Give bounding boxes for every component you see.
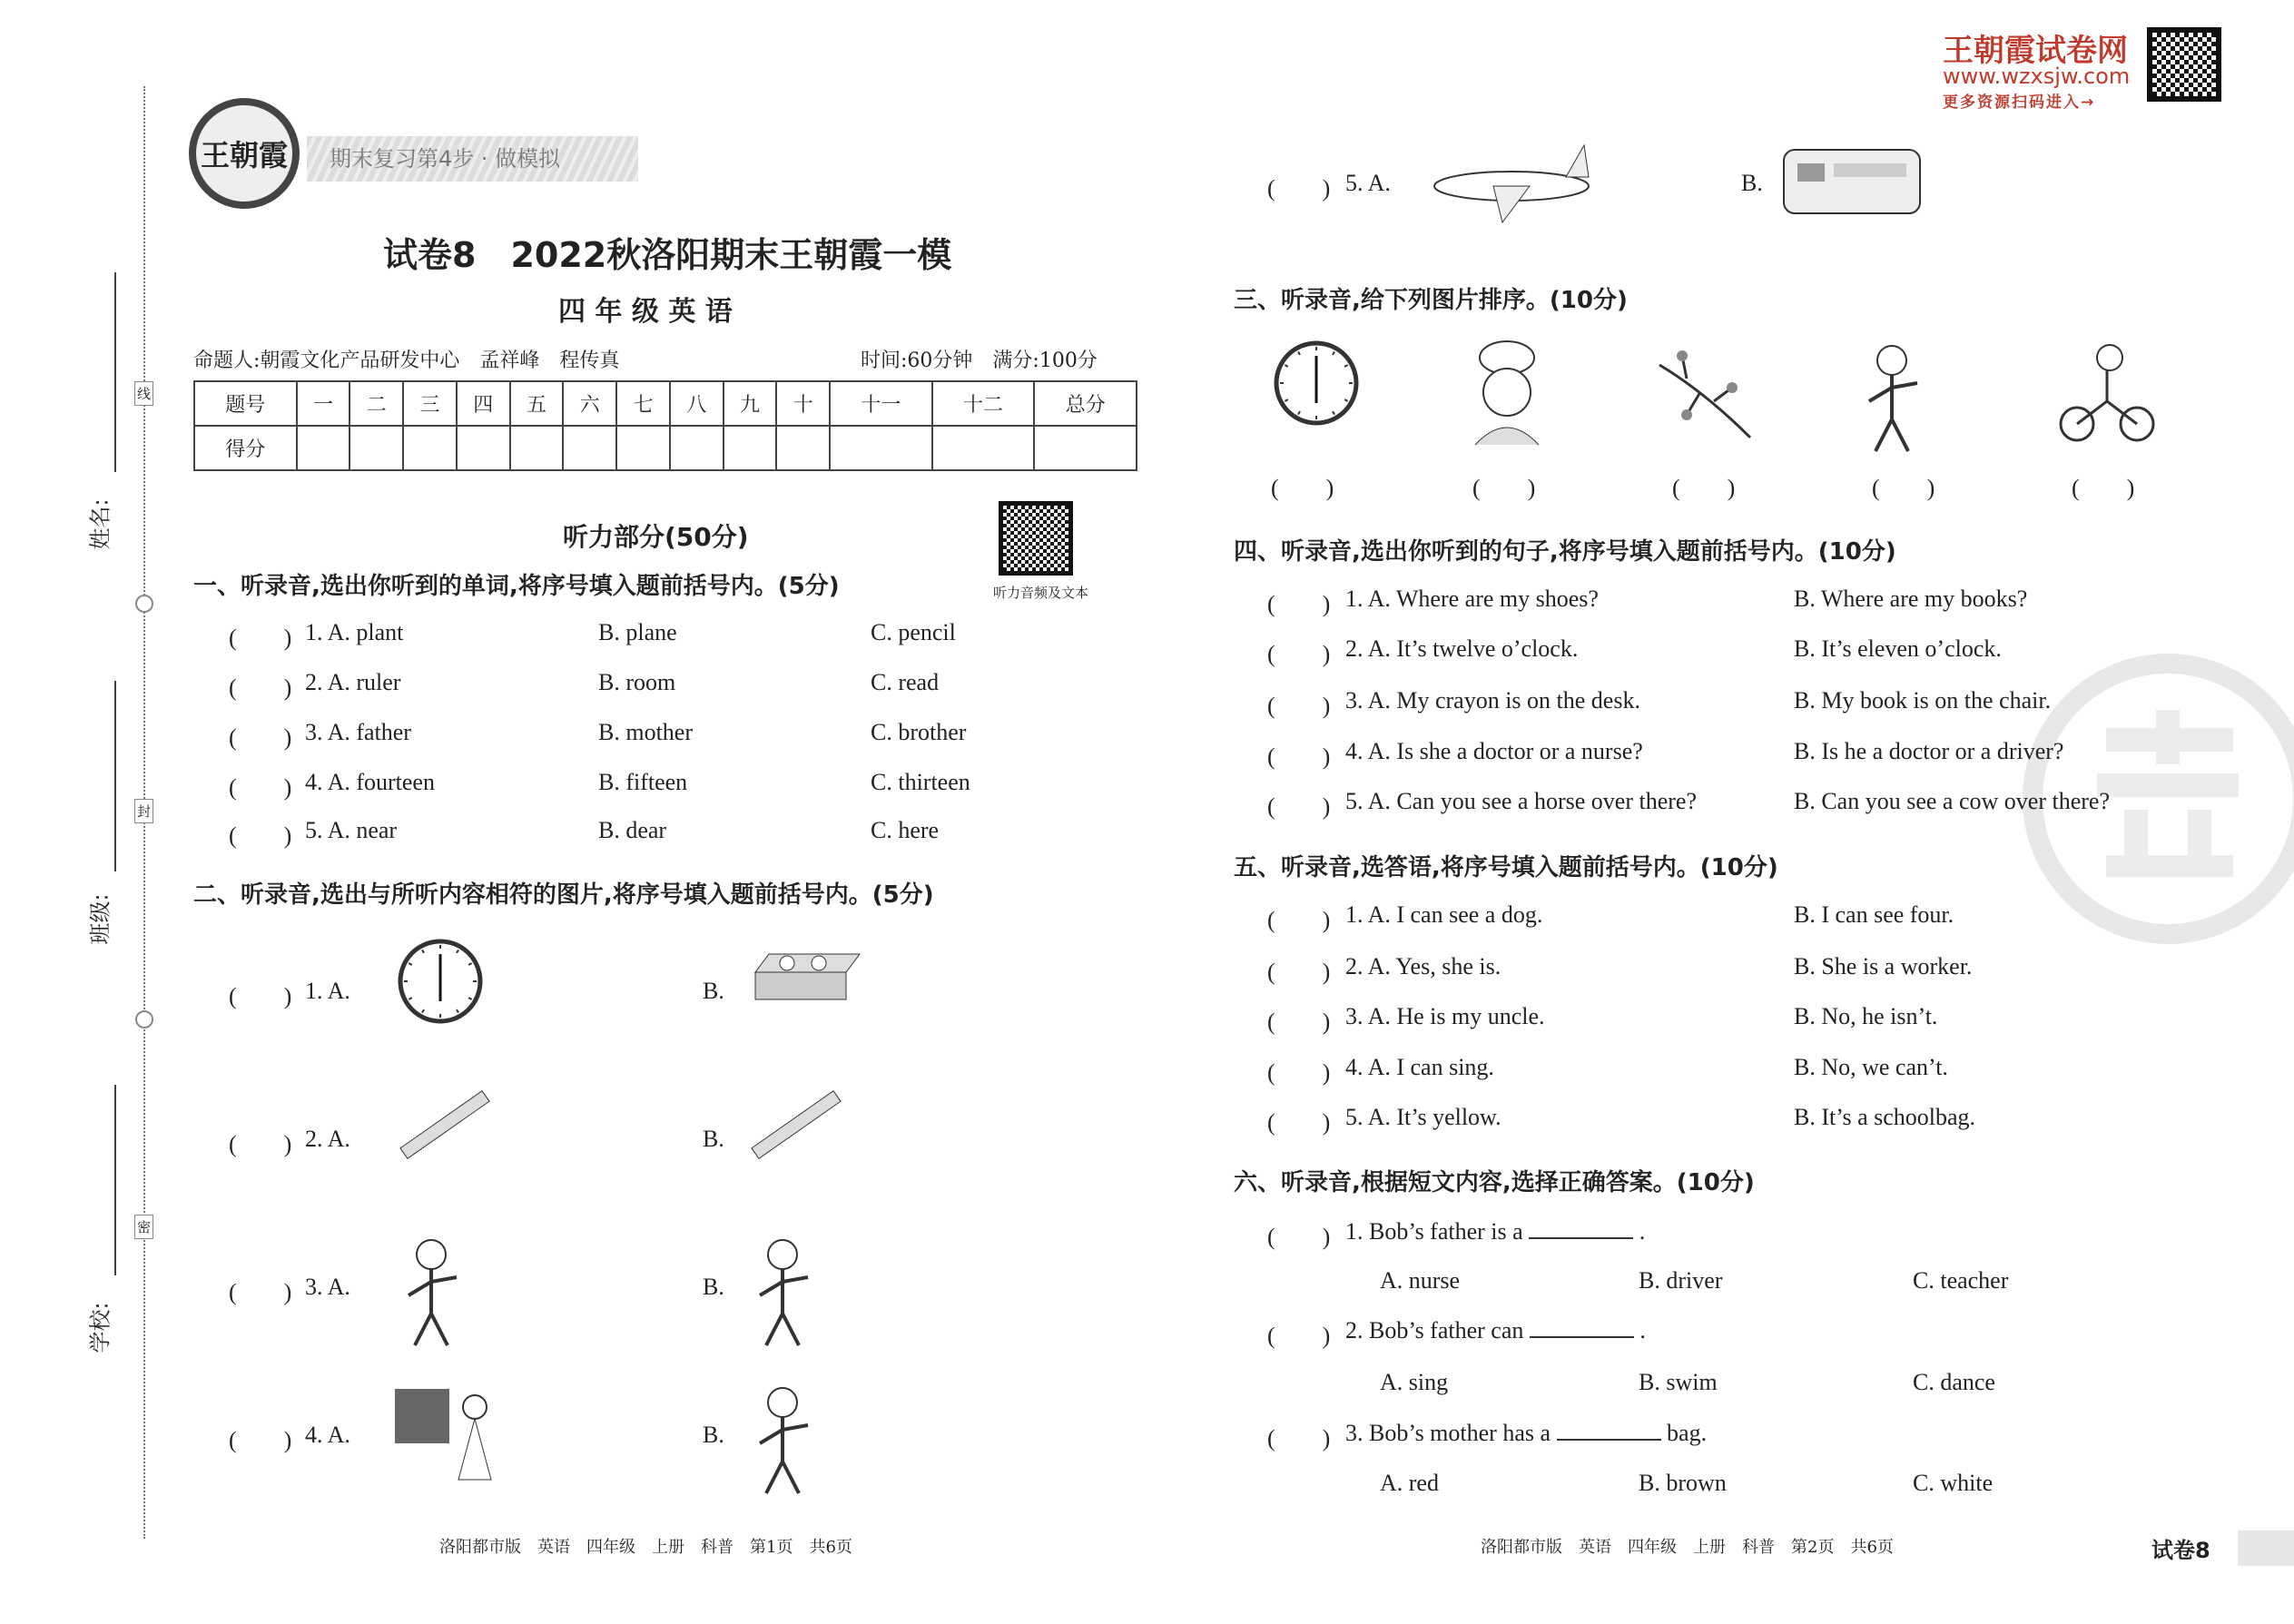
question-text: 1. Bob’s father is a xyxy=(1345,1218,1523,1245)
option-b: B. Where are my books? xyxy=(1794,586,2028,612)
question xyxy=(1345,1218,1645,1245)
answer-bracket[interactable]: ( ) xyxy=(1672,475,1736,501)
option-b: B. fifteen xyxy=(598,769,688,795)
option: B. driver xyxy=(1639,1267,1723,1294)
option-b-label: B. xyxy=(703,1274,724,1300)
picture-person xyxy=(1856,338,1928,459)
score-cell[interactable] xyxy=(670,426,724,470)
score-cell[interactable] xyxy=(724,426,777,470)
table-cell: 二 xyxy=(350,381,403,426)
option-c: C. brother xyxy=(871,719,967,745)
section-2-heading: 二、听录音,选出与所听内容相符的图片,将序号填入题前括号内。(5分) xyxy=(193,881,934,909)
picture-a xyxy=(395,1084,495,1169)
option-b: B. Can you see a cow over there? xyxy=(1794,788,2110,814)
picture-plane xyxy=(1430,136,1593,231)
option-b: B. She is a worker. xyxy=(1794,953,1973,979)
option-b: B. No, we can’t. xyxy=(1794,1054,1948,1080)
answer-bracket[interactable]: ( ) xyxy=(1267,793,1331,820)
time-info: 时间:60分钟 满分:100分 xyxy=(861,349,1098,372)
option-b-label: B. xyxy=(703,1126,724,1152)
answer-bracket[interactable]: ( ) xyxy=(2072,475,2135,501)
question-label: 4. A. xyxy=(305,1422,350,1448)
option-c: C. read xyxy=(871,669,940,695)
answer-bracket[interactable]: ( ) xyxy=(1267,1009,1331,1035)
option-c: C. pencil xyxy=(871,619,956,645)
table-cell: 三 xyxy=(403,381,457,426)
option: C. teacher xyxy=(1913,1267,2009,1294)
answer-bracket[interactable]: ( ) xyxy=(229,674,292,701)
option-a: 2. A. Yes, she is. xyxy=(1345,953,1501,979)
brand-url: www.wzxsjw.com xyxy=(1943,64,2131,89)
option-a: 4. A. Is she a doctor or a nurse? xyxy=(1345,738,1643,764)
brand-cta: 更多资源扫码进入→ xyxy=(1943,94,2096,112)
question xyxy=(1345,1420,1707,1447)
option: B. swim xyxy=(1639,1369,1718,1395)
class-label: 班级: xyxy=(87,893,113,945)
option-b-label: B. xyxy=(703,978,724,1004)
option-b: B. My book is on the chair. xyxy=(1794,687,2052,714)
option-c: C. here xyxy=(871,817,940,843)
score-header-row xyxy=(194,381,1137,426)
answer-bracket[interactable]: ( ) xyxy=(229,822,292,849)
answer-bracket[interactable]: ( ) xyxy=(1267,907,1331,933)
question-text: 2. Bob’s father can xyxy=(1345,1317,1524,1343)
answer-blank[interactable] xyxy=(1529,1221,1633,1239)
table-cell: 得分 xyxy=(194,426,297,470)
option-b: B. I can see four. xyxy=(1794,901,1954,928)
picture-b xyxy=(746,1380,819,1501)
footer-left: 洛阳都市版 英语 四年级 上册 科普 第1页 共6页 xyxy=(439,1538,852,1557)
option-b: B. room xyxy=(598,669,676,695)
answer-bracket[interactable]: ( ) xyxy=(229,625,292,651)
score-cell[interactable] xyxy=(403,426,457,470)
answer-bracket[interactable]: ( ) xyxy=(1472,475,1536,501)
question-tail: bag. xyxy=(1667,1420,1708,1446)
option: A. nurse xyxy=(1380,1267,1461,1294)
picture-chef xyxy=(1462,338,1552,450)
option-b: B. It’s eleven o’clock. xyxy=(1794,635,2002,662)
score-cell[interactable] xyxy=(1034,426,1137,470)
answer-bracket[interactable]: ( ) xyxy=(1267,175,1331,202)
option-b: B. dear xyxy=(598,817,667,843)
name-field[interactable] xyxy=(114,272,116,472)
picture-clock xyxy=(1271,338,1362,432)
option-a: 5. A. Can you see a horse over there? xyxy=(1345,788,1697,814)
brand-logo: 王朝霞 xyxy=(189,98,300,209)
answer-bracket[interactable]: ( ) xyxy=(229,1427,292,1453)
table-cell: 七 xyxy=(616,381,670,426)
option-b: B. mother xyxy=(598,719,693,745)
table-cell: 题号 xyxy=(194,381,297,426)
question xyxy=(1345,1317,1646,1344)
audio-qr-icon[interactable] xyxy=(999,501,1073,576)
school-field[interactable] xyxy=(114,1085,116,1275)
answer-bracket[interactable]: ( ) xyxy=(229,774,292,801)
table-cell: 总分 xyxy=(1034,381,1137,426)
paper-tag: 试卷8 xyxy=(2115,1530,2294,1566)
table-cell: 十二 xyxy=(932,381,1035,426)
class-field[interactable] xyxy=(114,681,116,871)
section-6-heading: 六、听录音,根据短文内容,选择正确答案。(10分) xyxy=(1234,1169,1755,1196)
answer-bracket[interactable]: ( ) xyxy=(229,1131,292,1157)
option-a: 3. A. He is my uncle. xyxy=(1345,1003,1545,1029)
picture-bike xyxy=(2057,338,2157,450)
option-a: 3. A. My crayon is on the desk. xyxy=(1345,687,1640,714)
answer-bracket[interactable]: ( ) xyxy=(1267,1059,1331,1086)
school-label: 学校: xyxy=(87,1302,113,1353)
option-a: 5. A. near xyxy=(305,817,398,843)
answer-blank[interactable] xyxy=(1557,1422,1661,1441)
answer-bracket[interactable]: ( ) xyxy=(1267,1323,1331,1349)
question-label: 1. A. xyxy=(305,978,350,1004)
answer-bracket[interactable]: ( ) xyxy=(1267,959,1331,985)
question-label: 3. A. xyxy=(305,1274,350,1300)
option-a: 3. A. father xyxy=(305,719,411,745)
section-3-heading: 三、听录音,给下列图片排序。(10分) xyxy=(1234,287,1628,314)
option-a: 2. A. ruler xyxy=(305,669,401,695)
score-cell[interactable] xyxy=(932,426,1035,470)
answer-blank[interactable] xyxy=(1530,1320,1634,1338)
picture-train xyxy=(1779,136,1925,231)
picture-plant xyxy=(1650,338,1759,450)
table-cell: 四 xyxy=(457,381,510,426)
score-table xyxy=(193,380,1137,471)
picture-b xyxy=(746,936,864,1012)
answer-bracket[interactable]: ( ) xyxy=(1267,693,1331,719)
option-b: B. Is he a doctor or a driver? xyxy=(1794,738,2064,764)
option-b: B. No, he isn’t. xyxy=(1794,1003,1938,1029)
binding-circle xyxy=(135,595,153,613)
binding-circle xyxy=(135,1010,153,1029)
option: A. sing xyxy=(1380,1369,1449,1395)
answer-bracket[interactable]: ( ) xyxy=(1267,1224,1331,1250)
picture-b xyxy=(746,1232,819,1353)
answer-bracket[interactable]: ( ) xyxy=(1267,743,1331,770)
answer-bracket[interactable]: ( ) xyxy=(229,724,292,751)
score-cell[interactable] xyxy=(510,426,564,470)
option-b-label: B. xyxy=(703,1422,724,1448)
score-cell[interactable] xyxy=(616,426,670,470)
score-cell[interactable] xyxy=(350,426,403,470)
option: A. red xyxy=(1380,1470,1439,1496)
score-cell[interactable] xyxy=(776,426,830,470)
table-cell: 六 xyxy=(563,381,616,426)
question-tail: . xyxy=(1639,1218,1646,1245)
question-label: 5. A. xyxy=(1345,170,1391,196)
picture-a xyxy=(395,936,486,1030)
option: C. dance xyxy=(1913,1369,1995,1395)
brand-site-name: 王朝霞试卷网 xyxy=(1943,33,2128,69)
authors: 命题人:朝霞文化产品研发中心 孟祥峰 程传真 xyxy=(193,349,620,372)
step-banner: 期末复习第4步 · 做模拟 xyxy=(307,136,638,182)
option-c: C. thirteen xyxy=(871,769,970,795)
section-4-heading: 四、听录音,选出你听到的句子,将序号填入题前括号内。(10分) xyxy=(1234,538,1896,566)
option-b: B. It’s a schoolbag. xyxy=(1794,1104,1976,1130)
answer-bracket[interactable]: ( ) xyxy=(1872,475,1935,501)
table-cell: 十一 xyxy=(830,381,932,426)
table-cell: 一 xyxy=(297,381,350,426)
section-5-heading: 五、听录音,选答语,将序号填入题前括号内。(10分) xyxy=(1234,854,1778,881)
answer-bracket[interactable]: ( ) xyxy=(229,1279,292,1305)
name-label: 姓名: xyxy=(87,498,113,550)
question-text: 3. Bob’s mother has a xyxy=(1345,1420,1551,1446)
option-a: 1. A. Where are my shoes? xyxy=(1345,586,1599,612)
brand-qr-icon[interactable] xyxy=(2147,27,2221,102)
option-b-label: B. xyxy=(1741,170,1763,196)
picture-b xyxy=(746,1084,846,1169)
binding-mark-line: 线 xyxy=(134,381,153,406)
section-1-heading: 一、听录音,选出你听到的单词,将序号填入题前括号内。(5分) xyxy=(193,573,840,600)
binding-mark-seal: 封 xyxy=(134,799,153,823)
answer-bracket[interactable]: ( ) xyxy=(1267,1109,1331,1136)
option: C. white xyxy=(1913,1470,1994,1496)
binding-mark-secret: 密 xyxy=(134,1215,153,1239)
page-title: 试卷8 2022秋洛阳期末王朝霞一模 xyxy=(383,235,952,275)
option-a: 4. A. fourteen xyxy=(305,769,435,795)
picture-a xyxy=(395,1232,468,1353)
score-cell[interactable] xyxy=(563,426,616,470)
answer-bracket[interactable]: ( ) xyxy=(1267,641,1331,667)
option-a: 5. A. It’s yellow. xyxy=(1345,1104,1501,1130)
qr-caption: 听力音频及文本 xyxy=(993,585,1089,601)
option-a: 2. A. It’s twelve o’clock. xyxy=(1345,635,1579,662)
score-value-row xyxy=(194,426,1137,470)
answer-bracket[interactable]: ( ) xyxy=(229,983,292,1009)
option: B. brown xyxy=(1639,1470,1727,1496)
picture-a xyxy=(395,1380,504,1501)
page-subtitle: 四 年 级 英 语 xyxy=(558,296,733,328)
score-cell[interactable] xyxy=(830,426,932,470)
option-a: 1. A. I can see a dog. xyxy=(1345,901,1543,928)
score-cell[interactable] xyxy=(297,426,350,470)
option-b: B. plane xyxy=(598,619,677,645)
answer-bracket[interactable]: ( ) xyxy=(1271,475,1334,501)
option-a: 1. A. plant xyxy=(305,619,404,645)
answer-bracket[interactable]: ( ) xyxy=(1267,1425,1331,1452)
footer-right: 洛阳都市版 英语 四年级 上册 科普 第2页 共6页 xyxy=(1481,1538,1894,1557)
question-tail: . xyxy=(1639,1317,1646,1343)
table-cell: 五 xyxy=(510,381,564,426)
table-cell: 九 xyxy=(724,381,777,426)
score-cell[interactable] xyxy=(457,426,510,470)
option-a: 4. A. I can sing. xyxy=(1345,1054,1494,1080)
answer-bracket[interactable]: ( ) xyxy=(1267,591,1331,617)
table-cell: 八 xyxy=(670,381,724,426)
question-label: 2. A. xyxy=(305,1126,350,1152)
table-cell: 十 xyxy=(776,381,830,426)
listening-title: 听力部分(50分) xyxy=(563,522,749,552)
